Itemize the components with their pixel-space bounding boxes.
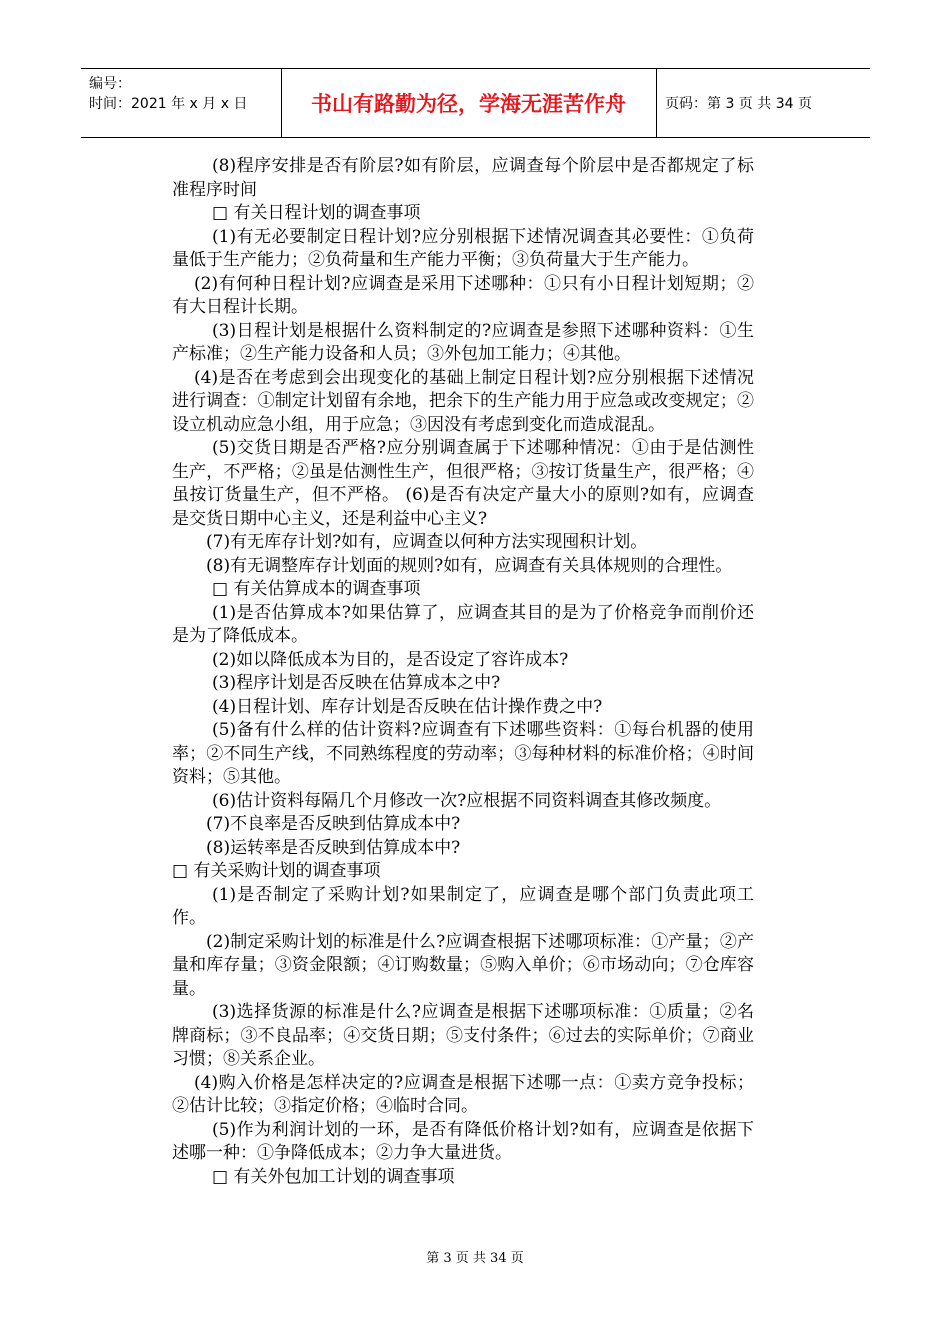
header-motto: 书山有路勤为径，学海无涯苦作舟	[281, 69, 657, 137]
body-paragraph: (2)有何种日程计划?应调查是采用下述哪种：①只有小日程计划短期；②有大日程计长期。	[172, 273, 754, 317]
body-paragraph: (1)是否估算成本?如果估算了，应调查其目的是为了价格竞争而削价还是为了降低成本。	[172, 602, 754, 646]
body-paragraph: (5)作为利润计划的一环，是否有降低价格计划?如有，应调查是依据下述哪一种：①争降低成本；②力争大量进货。	[172, 1119, 754, 1163]
header-page-info: 页码：第 3 页 共 34 页	[665, 96, 812, 112]
body-paragraph: (1)是否制定了采购计划?如果制定了，应调查是哪个部门负责此项工作。	[172, 884, 754, 928]
body-paragraph: (3)日程计划是根据什么资料制定的?应调查是参照下述哪种资料：①生产标准；②生产能力设备和人员；③外包加工能力；④其他。	[172, 320, 754, 364]
body-paragraph: (8)运转率是否反映到估算成本中?	[206, 837, 461, 858]
body-paragraph: (3)选择货源的标准是什么?应调查是根据下述哪项标准：①质量；②名牌商标；③不良品率；④交货日期；⑤支付条件；⑥过去的实际单价；⑦商业习惯；⑧关系企业。	[172, 1002, 754, 1069]
body-paragraph: (2)制定采购计划的标准是什么?应调查根据下述哪项标准：①产量；②产量和库存量；③资金限额；④订购数量；⑤购入单价；⑥市场动向；⑦仓库容量。	[172, 931, 754, 999]
document-time-label: 时间：2021 年 x 月 x 日	[89, 96, 248, 112]
document-body	[172, 155, 754, 1189]
page-header	[81, 68, 870, 138]
page-footer: 第 3 页 共 34 页	[426, 1251, 524, 1266]
body-paragraph: (7)不良率是否反映到估算成本中?	[206, 814, 461, 834]
body-paragraph: (4)日程计划、库存计划是否反映在估计操作费之中?	[212, 696, 603, 717]
body-paragraph: (8)有无调整库存计划面的规则?如有，应调查有关具体规则的合理性。	[206, 555, 733, 576]
body-paragraph: (4)是否在考虑到会出现变化的基础上制定日程计划?应分别根据下述情况进行调查：①制定计划留有余地，把余下的生产能力用于应急或改变规定；②设立机动应急小组，用于应急；③因没有考虑到变化而造成混乱。	[172, 367, 754, 435]
body-paragraph: (6)估计资料每隔几个月修改一次?应根据不同资料调查其修改频度。	[212, 790, 722, 811]
body-paragraph: (4)购入价格是怎样决定的?应调查是根据下述哪一点：①卖方竞争投标；②估计比较；③指定价格；④临时合同。	[172, 1072, 754, 1116]
body-paragraph: (8)程序安排是否有阶层?如有阶层，应调查每个阶层中是否都规定了标准程序时间	[172, 156, 754, 200]
body-paragraph: (5)交货日期是否严格?应分别调查属于下述哪种情况：①由于是估测性生产，不严格；②虽是估测性生产，但很严格；③按订货量生产，很严格；④虽按订货量生产，但不严格。 (6)是否有决定产量大小的原则?如有，应调查是交货日期中心主义，还是利益中心主义?	[172, 438, 754, 529]
body-paragraph: (3)程序计划是否反映在估算成本之中?	[212, 673, 501, 693]
section-heading: □ 有关日程计划的调查事项	[212, 203, 421, 223]
section-heading: □ 有关估算成本的调查事项	[212, 579, 421, 599]
section-heading: □ 有关外包加工计划的调查事项	[212, 1166, 455, 1187]
section-heading: □ 有关采购计划的调查事项	[172, 861, 381, 881]
body-paragraph: (5)备有什么样的估计资料?应调查有下述哪些资料：①每台机器的使用率；②不同生产线，不同熟练程度的劳动率；③每种材料的标准价格；④时间资料；⑤其他。	[172, 720, 754, 787]
body-paragraph: (7)有无库存计划?如有，应调查以何种方法实现囤积计划。	[206, 532, 648, 552]
header-meta	[81, 69, 282, 137]
body-paragraph: (2)如以降低成本为目的，是否设定了容许成本?	[212, 649, 569, 670]
body-paragraph: (1)有无必要制定日程计划?应分别根据下述情况调查其必要性：①负荷量低于生产能力；②负荷量和生产能力平衡；③负荷量大于生产能力。	[172, 226, 754, 270]
document-number-label: 编号：	[89, 76, 131, 92]
